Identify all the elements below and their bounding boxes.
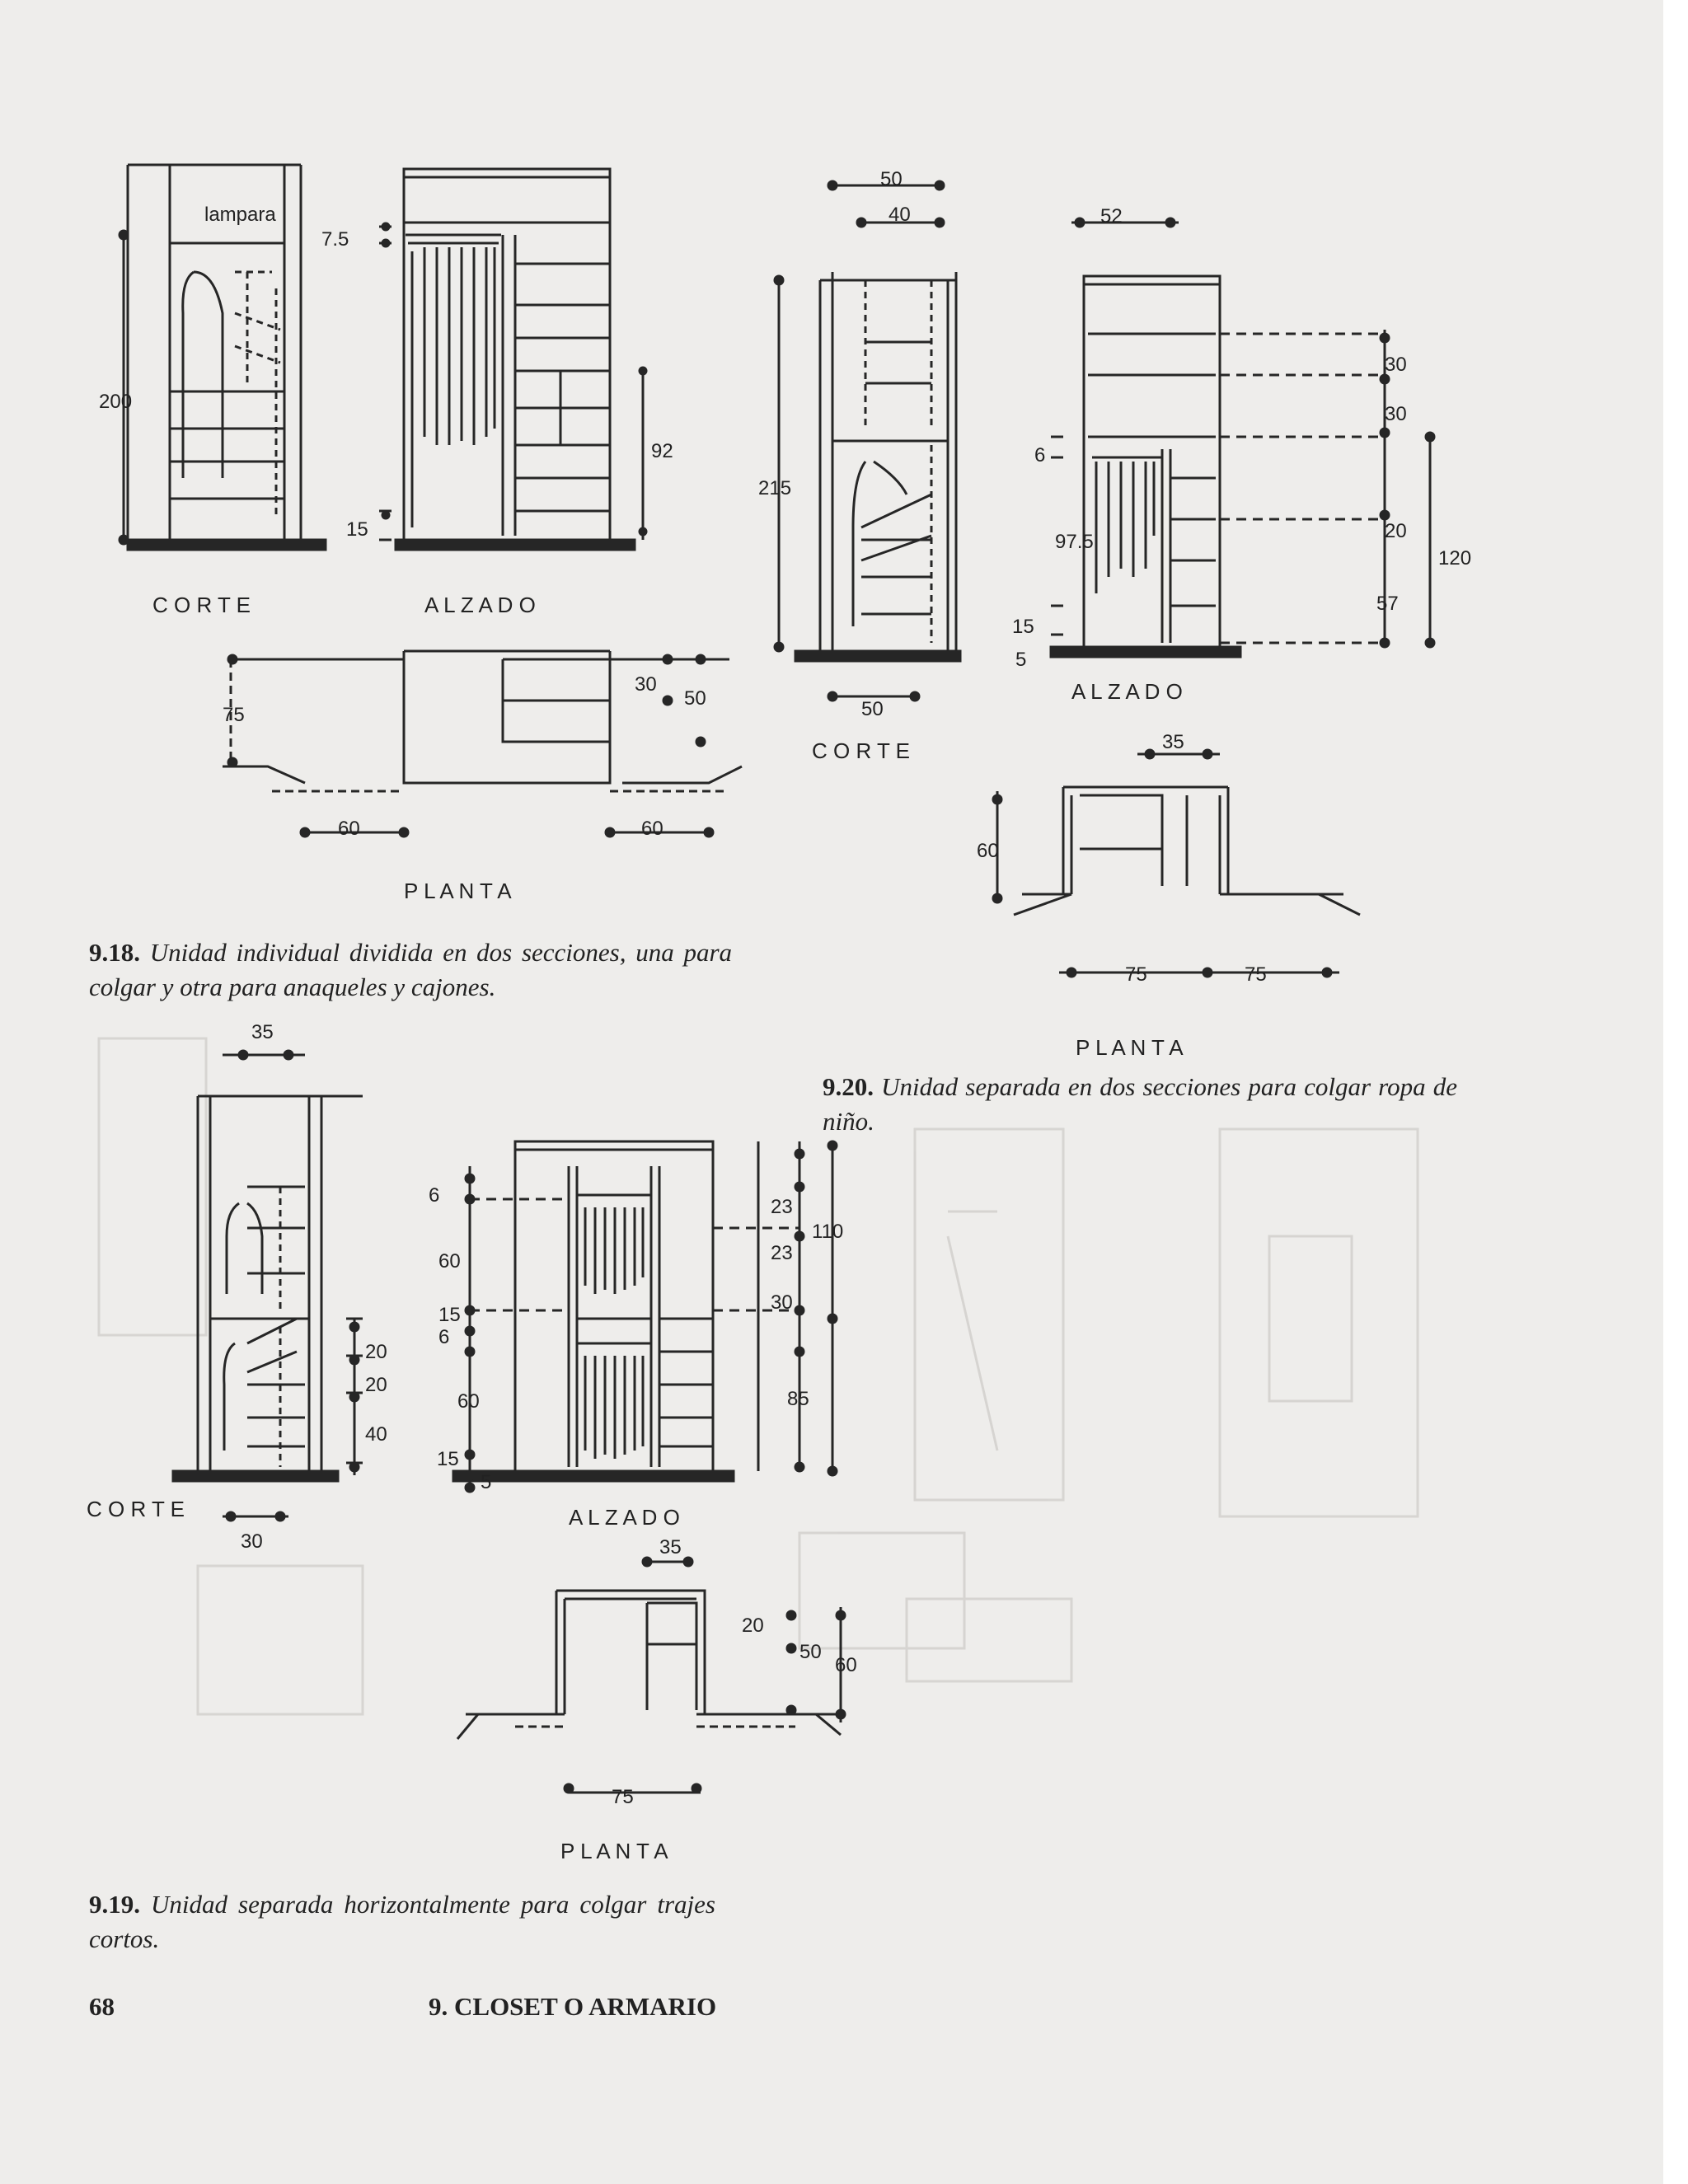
fig-9-20-dim-30a: 30 (1385, 354, 1407, 376)
fig-9-19-dim-50: 50 (799, 1641, 822, 1663)
chapter-title: 9. CLOSET O ARMARIO (429, 1992, 717, 2021)
fig-9-19-alzado-drawing (453, 1141, 837, 1492)
fig-9-19-dim-60a: 60 (438, 1250, 461, 1272)
fig-9-19-number: 9.19. (89, 1890, 140, 1919)
fig-9-20-dim-215: 215 (758, 477, 792, 499)
fig-9-19-dim-15b: 15 (437, 1448, 459, 1470)
fig-9-18-dim-200: 200 (99, 391, 133, 413)
fig-9-19-dim-30: 30 (241, 1530, 263, 1553)
fig-9-19-dim-23a: 23 (771, 1196, 793, 1218)
fig-9-19-dim-15a: 15 (438, 1304, 461, 1326)
fig-9-18-dim-60a: 60 (338, 818, 360, 840)
fig-9-19-dim-20a: 20 (365, 1341, 387, 1363)
fig-9-20-dim-40: 40 (889, 204, 911, 226)
fig-9-19-planta-label: P L A N T A (560, 1839, 668, 1863)
fig-9-20-dim-120: 120 (1438, 547, 1472, 569)
fig-9-18 (99, 165, 742, 903)
fig-9-19-dim-75: 75 (612, 1786, 634, 1808)
fig-9-20-dim-6: 6 (1034, 444, 1046, 466)
fig-9-20-dim-57: 57 (1376, 593, 1399, 615)
fig-9-20 (758, 168, 1471, 1060)
fig-9-19-dim-6b: 6 (438, 1326, 450, 1348)
fig-9-19-caption (89, 1887, 715, 1957)
fig-9-20-planta-drawing (993, 750, 1360, 977)
fig-9-19-dim-20b: 20 (365, 1374, 387, 1396)
fig-9-19-alzado-label: A L Z A D O (569, 1505, 680, 1530)
fig-9-20-dim-15: 15 (1012, 616, 1034, 638)
fig-9-19-dim-20c: 20 (742, 1615, 764, 1637)
fig-9-18-caption (89, 935, 732, 1005)
fig-9-18-alzado-label: A L Z A D O (424, 593, 536, 617)
fig-9-20-dim-35: 35 (1162, 731, 1184, 753)
fig-9-18-planta-drawing (223, 651, 742, 837)
fig-9-20-corte-drawing (775, 181, 960, 701)
fig-9-20-dim-60: 60 (977, 840, 999, 862)
fig-9-20-dim-75a: 75 (1125, 963, 1147, 986)
fig-9-20-caption (823, 1070, 1457, 1139)
fig-9-18-dim-75: 75 (223, 704, 245, 726)
fig-9-18-dim-50: 50 (684, 687, 706, 710)
fig-9-19-dim-6a: 6 (429, 1184, 440, 1207)
fig-9-20-dim-50a: 50 (880, 168, 903, 190)
fig-9-20-dim-50b: 50 (861, 698, 884, 720)
fig-9-20-alzado-label: A L Z A D O (1071, 679, 1183, 704)
fig-9-18-planta-label: P L A N T A (404, 879, 512, 903)
fig-9-19-dim-30b: 30 (771, 1291, 793, 1314)
fig-9-20-dim-30b: 30 (1385, 403, 1407, 425)
fig-9-20-dim-5: 5 (1015, 649, 1027, 671)
fig-9-19-corte-label: C O R T E (87, 1497, 185, 1521)
fig-9-20-dim-52: 52 (1100, 205, 1123, 227)
fig-9-20-dim-75b: 75 (1245, 963, 1267, 986)
fig-9-20-corte-label: C O R T E (812, 738, 910, 763)
fig-9-20-planta-label: P L A N T A (1076, 1035, 1184, 1060)
fig-9-20-dim-20: 20 (1385, 520, 1407, 542)
fig-9-19 (87, 1021, 857, 1863)
fig-9-20-alzado-drawing (1051, 218, 1434, 657)
page-number: 68 (89, 1992, 115, 2021)
fig-9-19-dim-35a: 35 (251, 1021, 274, 1043)
fig-9-19-caption-text: Unidad separada horizontalmente para colgar trajes cortos. (89, 1890, 715, 1953)
fig-9-19-planta-drawing (457, 1558, 845, 1793)
fig-9-18-dim-60b: 60 (641, 818, 663, 840)
fig-9-19-corte-drawing (173, 1051, 363, 1521)
fig-9-18-caption-text: Unidad individual dividida en dos secciones, una para colgar y otra para anaqueles y cajones. (89, 938, 733, 1001)
fig-9-18-dim-92: 92 (651, 440, 673, 462)
fig-9-18-dim-7-5: 7.5 (321, 228, 349, 251)
fig-9-20-caption-text: Unidad separada en dos secciones para colgar ropa de niño. (823, 1072, 1457, 1136)
fig-9-19-dim-5: 5 (481, 1471, 492, 1493)
fig-9-19-dim-60b: 60 (457, 1390, 480, 1413)
fig-9-18-dim-15: 15 (346, 518, 368, 541)
fig-9-19-dim-85: 85 (787, 1388, 809, 1410)
fig-9-19-dim-60c: 60 (835, 1654, 857, 1676)
fig-9-20-number: 9.20. (823, 1072, 874, 1101)
fig-9-19-dim-110: 110 (812, 1221, 844, 1243)
fig-9-19-dim-35b: 35 (659, 1536, 682, 1558)
fig-9-19-dim-40: 40 (365, 1423, 387, 1446)
fig-9-18-number: 9.18. (89, 938, 140, 967)
fig-9-20-dim-97-5: 97.5 (1055, 531, 1094, 553)
fig-9-18-alzado-drawing (379, 169, 646, 550)
fig-9-18-lampara-label: lampara (204, 204, 276, 226)
fig-9-19-dim-23b: 23 (771, 1242, 793, 1264)
fig-9-18-dim-30: 30 (635, 673, 657, 696)
fig-9-18-corte-label: C O R T E (152, 593, 251, 617)
